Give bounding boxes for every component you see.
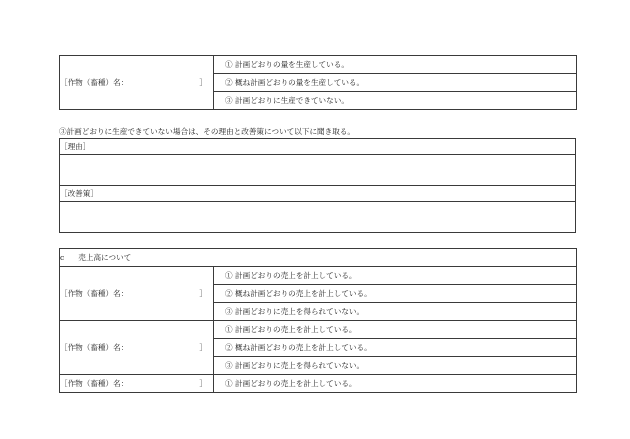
section-title: 売上高について bbox=[78, 253, 132, 262]
section-letter: c bbox=[60, 253, 65, 262]
crop-name-cell[interactable] bbox=[60, 267, 214, 321]
improvement-label: ［改善策］ bbox=[60, 189, 98, 198]
option-2[interactable]: ② 概ね計画どおりの量を生産している。 bbox=[214, 73, 576, 91]
crop-name-close: ］ bbox=[199, 343, 207, 352]
crop-name-cell[interactable] bbox=[60, 375, 214, 393]
improvement-input-area[interactable] bbox=[60, 202, 576, 233]
sales-options bbox=[214, 267, 577, 321]
option-1[interactable]: ① 計画どおりの量を生産している。 bbox=[225, 60, 349, 69]
crop-name-label: ［作物（畜種）名： bbox=[60, 379, 129, 388]
sales-table bbox=[59, 248, 577, 393]
option-3[interactable]: ③ 計画どおりに売上を得られていない。 bbox=[214, 302, 576, 320]
crop-name-cell[interactable] bbox=[60, 56, 214, 110]
reason-input-area[interactable] bbox=[60, 155, 576, 186]
option-2[interactable]: ② 概ね計画どおりの売上を計上している。 bbox=[214, 338, 576, 356]
crop-name-label: ［作物（畜種）名： bbox=[60, 289, 129, 298]
crop-name-cell[interactable] bbox=[60, 321, 214, 375]
option-3[interactable]: ③ 計画どおりに売上を得られていない。 bbox=[214, 356, 576, 374]
crop-name-close: ］ bbox=[199, 289, 207, 298]
crop-name-close: ］ bbox=[199, 379, 207, 388]
option-3[interactable]: ③ 計画どおりに生産できていない。 bbox=[214, 91, 576, 109]
option-1[interactable]: ① 計画どおりの売上を計上している。 bbox=[225, 379, 357, 388]
option-1[interactable]: ① 計画どおりの売上を計上している。 bbox=[225, 325, 357, 334]
production-table bbox=[59, 55, 577, 110]
sales-options bbox=[214, 375, 577, 393]
sales-options bbox=[214, 321, 577, 375]
reason-table bbox=[59, 138, 576, 233]
crop-name-label: ［作物（畜種）名： bbox=[60, 78, 129, 87]
reason-label: ［理由］ bbox=[60, 142, 91, 151]
crop-name-label: ［作物（畜種）名： bbox=[60, 343, 129, 352]
crop-name-close: ］ bbox=[199, 78, 207, 87]
option-2[interactable]: ② 概ね計画どおりの売上を計上している。 bbox=[214, 284, 576, 302]
sales-section-header bbox=[60, 249, 577, 267]
production-options bbox=[214, 56, 577, 110]
option-1[interactable]: ① 計画どおりの売上を計上している。 bbox=[225, 271, 357, 280]
improvement-label-cell bbox=[60, 186, 576, 202]
instruction-note: ③計画どおりに生産できていない場合は、その理由と改善策について以下に聞き取る。 bbox=[59, 127, 355, 136]
reason-label-cell bbox=[60, 139, 576, 155]
